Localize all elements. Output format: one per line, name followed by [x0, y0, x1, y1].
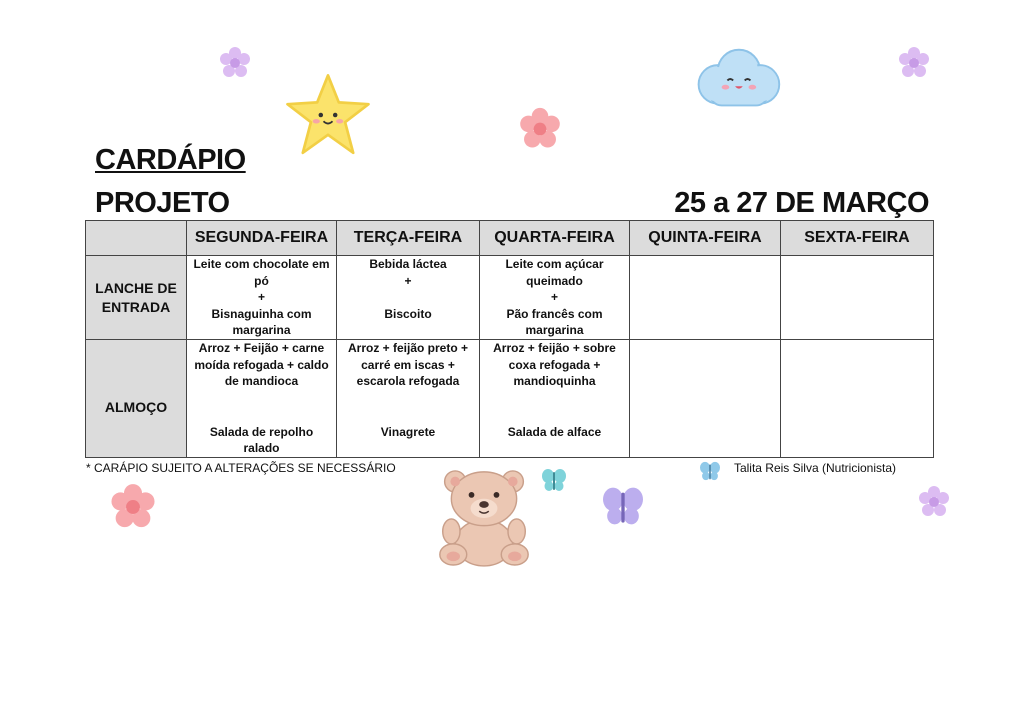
lunch-thursday-cell: [630, 340, 781, 458]
lunch-wednesday-cell: [480, 340, 630, 458]
column-header-empty: [86, 221, 187, 256]
column-header-friday: SEXTA-FEIRA: [781, 221, 934, 256]
lunch-friday-cell: [781, 340, 934, 458]
lunch-salad: Salada de alface: [507, 424, 602, 439]
snack-tuesday-cell: Bebida láctea + Biscoito: [337, 256, 480, 340]
butterfly-icon: [600, 486, 646, 526]
snack-friday-cell: [781, 256, 934, 340]
column-header-tuesday: TERÇA-FEIRA: [337, 221, 480, 256]
table-header-row: [86, 221, 934, 256]
disclaimer-note: * CARÁPIO SUJEITO A ALTERAÇÕES SE NECESSÁRIO: [86, 461, 396, 475]
lilac-flower-icon: [916, 484, 952, 520]
date-range: 25 a 27 DE MARÇO: [674, 187, 929, 219]
cloud-icon: [689, 44, 785, 116]
teddy-bear-icon: [436, 466, 532, 568]
table-row-snack: [86, 256, 934, 340]
butterfly-icon: [541, 468, 567, 492]
lunch-main-dish: Arroz + feijão + sobre coxa refogada + mandioquinha: [493, 341, 616, 388]
snack-thursday-cell: [630, 256, 781, 340]
snack-monday-cell: Leite com chocolate em pó + Bisnaguinha com margarina: [187, 256, 337, 340]
pink-flower-icon: [104, 482, 162, 532]
row-label-lunch: ALMOÇO: [86, 340, 187, 458]
lilac-flower-icon: [217, 45, 253, 81]
snack-wednesday-cell: Leite com açúcar queimado + Pão francês com margarina: [480, 256, 630, 340]
butterfly-icon: [699, 461, 721, 481]
star-icon: [282, 70, 374, 160]
column-header-monday: SEGUNDA-FEIRA: [187, 221, 337, 256]
lunch-salad: Salada de repolho ralado: [209, 424, 314, 455]
nutritionist-signature: Talita Reis Silva (Nutricionista): [733, 461, 896, 475]
column-header-thursday: QUINTA-FEIRA: [630, 221, 781, 256]
lunch-main-dish: Arroz + feijão preto + carré em iscas + escarola refogada: [347, 341, 469, 388]
row-label-snack: LANCHE DE ENTRADA: [86, 256, 187, 340]
project-label: PROJETO: [95, 187, 230, 219]
lunch-main-dish: Arroz + Feijão + carne moída refogada + caldo de mandioca: [194, 341, 329, 388]
lilac-flower-icon: [896, 45, 932, 81]
page-title: CARDÁPIO: [95, 144, 246, 176]
menu-table: [85, 220, 934, 458]
lunch-monday-cell: [187, 340, 337, 458]
lunch-salad: Vinagrete: [380, 424, 436, 439]
pink-flower-icon: [517, 106, 563, 152]
column-header-wednesday: QUARTA-FEIRA: [480, 221, 630, 256]
lunch-tuesday-cell: [337, 340, 480, 458]
table-row-lunch: [86, 340, 934, 458]
